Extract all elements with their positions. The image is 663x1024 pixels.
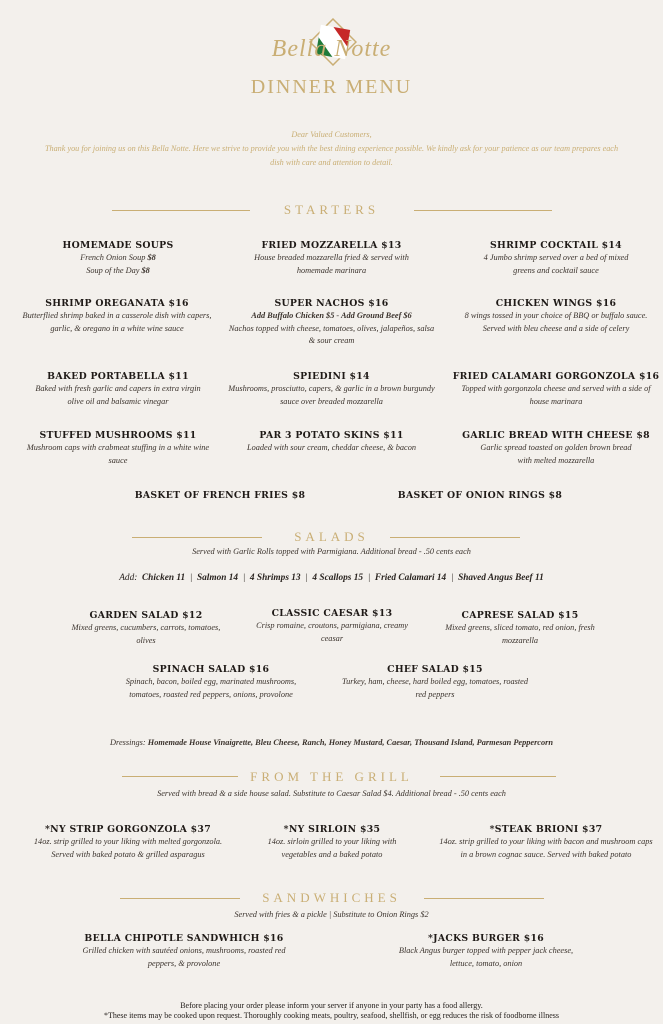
item-desc: Served with bleu cheese and a side of celery [482,323,630,333]
item-name: BELLA CHIPOTLE SANDWHICH $16 [84,933,284,944]
item-name: BASKET OF FRENCH FRIES $8 [134,490,306,501]
item-name: HOMEMADE SOUPS [62,240,174,251]
item-desc: Topped with gorgonzola cheese and served with a side of house marinara [461,384,651,406]
item-desc: 14oz. sirloin grilled to your liking with vegetables and a baked potato [267,837,397,859]
item-desc: Baked with fresh garlic and capers in extra virgin olive oil and balsamic vinegar [35,384,201,406]
menu-item [238,429,425,455]
menu-item [340,663,530,701]
sandwiches-heading: SANDWHICHES [262,890,401,905]
intro-text [40,128,623,170]
menu-item [462,297,650,335]
menu-item [76,932,292,970]
menu-item [450,370,662,408]
item-name: CLASSIC CAESAR $13 [271,608,393,619]
dressings-line: Dressings: Homemade House Vinaigrette, Bleu Cheese, Ranch, Honey Mustard, Caesar, Thousand Island, Parmesan Peppercorn [110,738,553,747]
menu-item [22,297,212,335]
item-desc: Crisp romaine, croutons, parmigiana, creamy ceasar [256,621,408,643]
item-desc: Mushroom caps with crabmeat stuffing in a white wine sauce [26,443,210,465]
item-name: *NY SIRLOIN $35 [283,824,381,835]
add-option: Chicken 11 [141,573,186,583]
item-name: BAKED PORTABELLA $11 [47,371,189,382]
item-desc: Mixed greens, sliced tomato, red onion, fresh mozzarella [445,623,595,645]
page-title: DINNER MENU [250,76,413,98]
menu-item [226,370,437,408]
menu-item [388,932,584,970]
item-desc: Nachos topped with cheese, tomatoes, olives, jalapeños, salsa & sour cream [228,323,435,345]
item-name: FRIED MOZZARELLA $13 [261,240,402,251]
menu-item [252,607,412,645]
item-desc: House breaded mozzarella fried & served with homemade marinara [254,253,409,275]
item-name: SPIEDINI $14 [293,371,370,382]
item-name: *STEAK BRIONI $37 [489,824,603,835]
item-desc: Turkey, ham, cheese, hard boiled egg, tomatoes, roasted red peppers [341,677,529,699]
add-option: 4 Shrimps 13 [249,573,301,583]
menu-item [436,823,656,861]
item-name: SHRIMP OREGANATA $16 [45,298,189,309]
salad-add-options: Add: Chicken 11 | Salmon 14 | 4 Shrimps 13 | 4 Scallops 15 | Fried Calamari 14 | Shaved Angus Beef 11 [119,573,544,583]
item-addon: Add Buffalo Chicken $5 - Add Ground Beef $6 [251,311,412,320]
item-desc: Mixed greens, cucumbers, carrots, tomatoes, olives [71,623,221,645]
item-desc: Soup of the Day $8 [86,265,150,275]
item-name: GARLIC BREAD WITH CHEESE $8 [462,430,650,441]
greeting: Dear Valued Customers, [291,130,372,139]
item-name: BASKET OF ONION RINGS $8 [397,490,563,501]
item-desc: French Onion Soup $8 [80,253,156,262]
item-name: SUPER NACHOS $16 [274,298,389,309]
item-name: *NY STRIP GORGONZOLA $37 [45,824,211,835]
menu-item [440,609,600,647]
item-desc: 14oz. strip grilled to your liking with bacon and mushroom caps in a brown cognac sauce. Served with baked potato [439,837,653,859]
item-name: CHICKEN WINGS $16 [495,298,617,309]
salads-heading: SALADS [294,529,369,544]
sandwiches-note: Served with fries & a pickle | Substitute to Onion Rings $2 [234,910,429,919]
item-desc: 4 Jumbo shrimp served over a bed of mixed greens and cocktail sauce [483,253,629,275]
item-name: *JACKS BURGER $16 [427,933,545,944]
menu-item [230,239,433,277]
add-option: Salmon 14 [196,573,239,583]
item-name: SPINACH SALAD $16 [152,664,270,675]
item-name: SHRIMP COCKTAIL $14 [490,240,622,251]
menu-item [380,489,580,502]
menu-item [458,239,654,277]
menu-item [30,370,206,408]
add-option: Shaved Angus Beef 11 [458,573,544,583]
menu-item [26,823,230,861]
item-name: STUFFED MUSHROOMS $11 [39,430,197,441]
grill-heading: FROM THE GRILL [250,769,413,784]
starters-heading: STARTERS [283,202,380,217]
item-desc: Spinach, bacon, boiled egg, marinated mushrooms, tomatoes, roasted red peppers, onions, provolone [125,677,297,699]
item-desc: Mushrooms, prosciutto, capers, & garlic in a brown burgundy sauce over breaded mozzarella [228,384,435,406]
grill-note: Served with bread & a side house salad. Substitute to Caesar Salad $4. Additional bread - .50 cents each [157,789,506,798]
add-option: 4 Scallops 15 [312,573,364,583]
add-option: Fried Calamari 14 [374,573,447,583]
item-name: FRIED CALAMARI GORGONZOLA $16 [452,371,660,382]
item-name: CHEF SALAD $15 [387,664,483,675]
menu-item [66,609,226,647]
allergy-notice [0,1001,663,1021]
item-desc: Loaded with sour cream, cheddar cheese, & bacon [246,443,417,452]
footer-line-1: Before placing your order please inform your server if anyone in your party has a food allergy. [180,1001,483,1010]
logo-text: Bella Notte [271,36,392,62]
item-desc: Black Angus burger topped with pepper jack cheese, lettuce, tomato, onion [398,946,574,968]
item-name: PAR 3 POTATO SKINS $11 [259,430,404,441]
menu-item [20,239,216,277]
item-desc: 8 wings tossed in your choice of BBQ or buffalo sauce. [464,311,648,320]
item-name: GARDEN SALAD $12 [89,610,203,621]
item-desc: Grilled chicken with sautéed onions, mushrooms, roasted red peppers, & provolone [82,946,286,968]
item-desc: 14oz. strip grilled to your liking with melted gorgonzola. Served with baked potato & grilled asparagus [33,837,223,859]
item-desc: Garlic spread toasted on golden brown bread with melted mozzarella [480,443,632,465]
footer-line-2: *These items may be cooked upon request. Thoroughly cooking meats, poultry, seafood, shellfish, or egg reduces the risk of foodborne illness [103,1011,559,1020]
item-name: CAPRESE SALAD $15 [461,610,579,621]
menu-item [226,297,437,348]
menu-item [456,429,656,467]
menu-item [18,429,218,467]
menu-item [120,489,320,502]
salads-note: Served with Garlic Rolls topped with Parmigiana. Additional bread - .50 cents each [192,547,471,556]
menu-item [116,663,306,701]
logo [0,12,663,82]
item-desc: Butterflied shrimp baked in a casserole dish with capers, garlic, & oregano in a white wine sauce [22,311,212,333]
intro-paragraph: Thank you for joining us on this Bella Notte. Here we strive to provide you with the best dining experience possible. We kindly ask for your patience as our team prepares each dish with care and attention to detail. [44,144,619,167]
menu-item [254,823,410,861]
